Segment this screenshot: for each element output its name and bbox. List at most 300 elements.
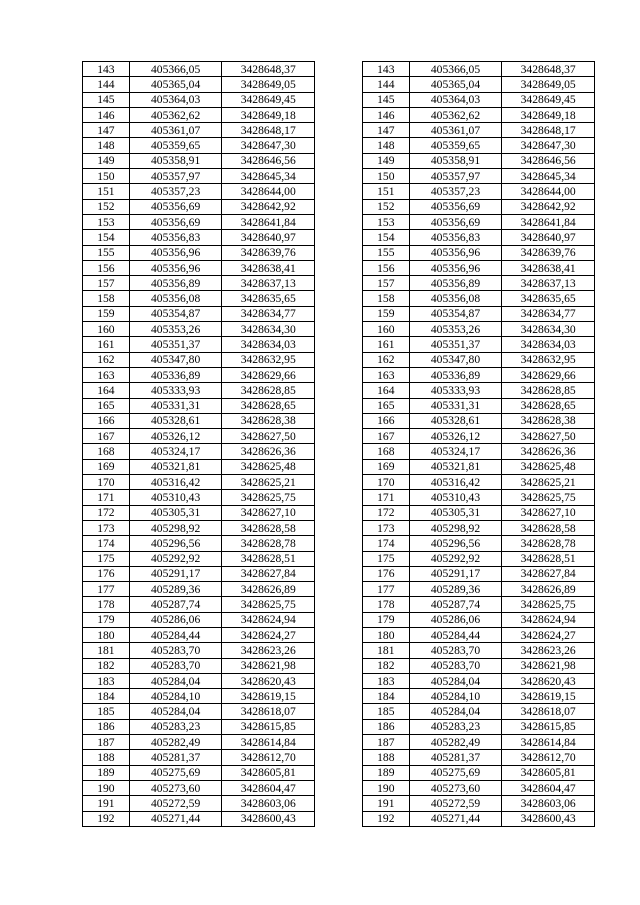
left-y-coordinate-cell: 3428604,47 xyxy=(222,780,315,795)
column-gap xyxy=(315,107,363,122)
right-y-coordinate-cell: 3428638,41 xyxy=(502,260,595,275)
column-gap xyxy=(315,643,363,658)
right-x-coordinate-cell: 405356,69 xyxy=(409,214,502,229)
right-y-coordinate-cell: 3428625,75 xyxy=(502,490,595,505)
right-y-coordinate-cell: 3428637,13 xyxy=(502,276,595,291)
right-x-coordinate-cell: 405331,31 xyxy=(409,398,502,413)
left-point-number-cell: 175 xyxy=(83,551,130,566)
left-x-coordinate-cell: 405284,04 xyxy=(129,704,222,719)
left-y-coordinate-cell: 3428621,98 xyxy=(222,658,315,673)
left-x-coordinate-cell: 405328,61 xyxy=(129,413,222,428)
right-y-coordinate-cell: 3428600,43 xyxy=(502,811,595,826)
left-point-number-cell: 159 xyxy=(83,306,130,321)
right-y-coordinate-cell: 3428615,85 xyxy=(502,719,595,734)
left-x-coordinate-cell: 405273,60 xyxy=(129,780,222,795)
left-y-coordinate-cell: 3428637,13 xyxy=(222,276,315,291)
left-y-coordinate-cell: 3428635,65 xyxy=(222,291,315,306)
right-x-coordinate-cell: 405358,91 xyxy=(409,153,502,168)
left-y-coordinate-cell: 3428600,43 xyxy=(222,811,315,826)
right-point-number-cell: 189 xyxy=(362,765,409,780)
left-x-coordinate-cell: 405354,87 xyxy=(129,306,222,321)
left-point-number-cell: 149 xyxy=(83,153,130,168)
right-x-coordinate-cell: 405357,23 xyxy=(409,184,502,199)
table-row xyxy=(83,643,595,658)
left-y-coordinate-cell: 3428638,41 xyxy=(222,260,315,275)
left-x-coordinate-cell: 405364,03 xyxy=(129,92,222,107)
left-x-coordinate-cell: 405333,93 xyxy=(129,383,222,398)
left-point-number-cell: 168 xyxy=(83,444,130,459)
left-y-coordinate-cell: 3428625,21 xyxy=(222,475,315,490)
right-y-coordinate-cell: 3428648,37 xyxy=(502,62,595,77)
right-y-coordinate-cell: 3428628,78 xyxy=(502,536,595,551)
right-x-coordinate-cell: 405271,44 xyxy=(409,811,502,826)
left-point-number-cell: 173 xyxy=(83,520,130,535)
right-y-coordinate-cell: 3428625,48 xyxy=(502,459,595,474)
right-x-coordinate-cell: 405357,97 xyxy=(409,169,502,184)
right-x-coordinate-cell: 405283,23 xyxy=(409,719,502,734)
table-row xyxy=(83,276,595,291)
left-y-coordinate-cell: 3428640,97 xyxy=(222,230,315,245)
left-y-coordinate-cell: 3428649,45 xyxy=(222,92,315,107)
left-x-coordinate-cell: 405291,17 xyxy=(129,566,222,581)
right-x-coordinate-cell: 405284,10 xyxy=(409,689,502,704)
left-y-coordinate-cell: 3428627,10 xyxy=(222,505,315,520)
left-point-number-cell: 152 xyxy=(83,199,130,214)
column-gap xyxy=(315,520,363,535)
right-y-coordinate-cell: 3428634,77 xyxy=(502,306,595,321)
right-point-number-cell: 177 xyxy=(362,582,409,597)
column-gap xyxy=(315,459,363,474)
right-point-number-cell: 145 xyxy=(362,92,409,107)
column-gap xyxy=(315,536,363,551)
column-gap xyxy=(315,582,363,597)
column-gap xyxy=(315,765,363,780)
right-y-coordinate-cell: 3428648,17 xyxy=(502,123,595,138)
right-point-number-cell: 179 xyxy=(362,612,409,627)
right-x-coordinate-cell: 405284,04 xyxy=(409,704,502,719)
table-row xyxy=(83,337,595,352)
table-row xyxy=(83,77,595,92)
column-gap xyxy=(315,169,363,184)
left-point-number-cell: 164 xyxy=(83,383,130,398)
table-row xyxy=(83,245,595,260)
column-gap xyxy=(315,811,363,826)
left-x-coordinate-cell: 405275,69 xyxy=(129,765,222,780)
right-y-coordinate-cell: 3428627,50 xyxy=(502,429,595,444)
table-row xyxy=(83,796,595,811)
right-x-coordinate-cell: 405356,96 xyxy=(409,260,502,275)
column-gap xyxy=(315,658,363,673)
left-x-coordinate-cell: 405356,69 xyxy=(129,214,222,229)
left-x-coordinate-cell: 405351,37 xyxy=(129,337,222,352)
left-point-number-cell: 169 xyxy=(83,459,130,474)
right-x-coordinate-cell: 405298,92 xyxy=(409,520,502,535)
left-y-coordinate-cell: 3428618,07 xyxy=(222,704,315,719)
left-x-coordinate-cell: 405359,65 xyxy=(129,138,222,153)
right-y-coordinate-cell: 3428626,36 xyxy=(502,444,595,459)
left-y-coordinate-cell: 3428646,56 xyxy=(222,153,315,168)
column-gap xyxy=(315,398,363,413)
right-y-coordinate-cell: 3428619,15 xyxy=(502,689,595,704)
right-point-number-cell: 165 xyxy=(362,398,409,413)
right-point-number-cell: 185 xyxy=(362,704,409,719)
table-row xyxy=(83,123,595,138)
right-y-coordinate-cell: 3428625,21 xyxy=(502,475,595,490)
left-point-number-cell: 157 xyxy=(83,276,130,291)
table-row xyxy=(83,597,595,612)
right-y-coordinate-cell: 3428629,66 xyxy=(502,367,595,382)
column-gap xyxy=(315,123,363,138)
column-gap xyxy=(315,796,363,811)
left-y-coordinate-cell: 3428632,95 xyxy=(222,352,315,367)
left-x-coordinate-cell: 405292,92 xyxy=(129,551,222,566)
left-x-coordinate-cell: 405284,44 xyxy=(129,627,222,642)
table-row xyxy=(83,230,595,245)
left-y-coordinate-cell: 3428627,50 xyxy=(222,429,315,444)
right-point-number-cell: 188 xyxy=(362,750,409,765)
right-x-coordinate-cell: 405275,69 xyxy=(409,765,502,780)
left-point-number-cell: 151 xyxy=(83,184,130,199)
right-x-coordinate-cell: 405321,81 xyxy=(409,459,502,474)
right-x-coordinate-cell: 405316,42 xyxy=(409,475,502,490)
column-gap xyxy=(315,413,363,428)
table-row xyxy=(83,260,595,275)
table-row xyxy=(83,780,595,795)
right-point-number-cell: 146 xyxy=(362,107,409,122)
column-gap xyxy=(315,184,363,199)
right-y-coordinate-cell: 3428620,43 xyxy=(502,673,595,688)
right-point-number-cell: 172 xyxy=(362,505,409,520)
left-x-coordinate-cell: 405316,42 xyxy=(129,475,222,490)
left-x-coordinate-cell: 405321,81 xyxy=(129,459,222,474)
left-point-number-cell: 180 xyxy=(83,627,130,642)
right-x-coordinate-cell: 405284,44 xyxy=(409,627,502,642)
right-y-coordinate-cell: 3428640,97 xyxy=(502,230,595,245)
left-y-coordinate-cell: 3428620,43 xyxy=(222,673,315,688)
left-point-number-cell: 167 xyxy=(83,429,130,444)
right-y-coordinate-cell: 3428634,03 xyxy=(502,337,595,352)
left-x-coordinate-cell: 405365,04 xyxy=(129,77,222,92)
right-x-coordinate-cell: 405359,65 xyxy=(409,138,502,153)
right-x-coordinate-cell: 405283,70 xyxy=(409,658,502,673)
right-y-coordinate-cell: 3428649,45 xyxy=(502,92,595,107)
table-row xyxy=(83,520,595,535)
left-x-coordinate-cell: 405298,92 xyxy=(129,520,222,535)
right-point-number-cell: 158 xyxy=(362,291,409,306)
column-gap xyxy=(315,383,363,398)
left-x-coordinate-cell: 405283,70 xyxy=(129,643,222,658)
right-y-coordinate-cell: 3428647,30 xyxy=(502,138,595,153)
column-gap xyxy=(315,337,363,352)
column-gap xyxy=(315,260,363,275)
right-point-number-cell: 152 xyxy=(362,199,409,214)
left-point-number-cell: 156 xyxy=(83,260,130,275)
column-gap xyxy=(315,429,363,444)
left-point-number-cell: 143 xyxy=(83,62,130,77)
left-point-number-cell: 171 xyxy=(83,490,130,505)
right-point-number-cell: 148 xyxy=(362,138,409,153)
right-y-coordinate-cell: 3428634,30 xyxy=(502,322,595,337)
column-gap xyxy=(315,566,363,581)
left-point-number-cell: 187 xyxy=(83,735,130,750)
left-x-coordinate-cell: 405356,69 xyxy=(129,199,222,214)
left-y-coordinate-cell: 3428605,81 xyxy=(222,765,315,780)
right-point-number-cell: 170 xyxy=(362,475,409,490)
left-point-number-cell: 155 xyxy=(83,245,130,260)
left-point-number-cell: 189 xyxy=(83,765,130,780)
right-x-coordinate-cell: 405356,08 xyxy=(409,291,502,306)
left-x-coordinate-cell: 405356,96 xyxy=(129,245,222,260)
right-point-number-cell: 176 xyxy=(362,566,409,581)
left-point-number-cell: 170 xyxy=(83,475,130,490)
right-y-coordinate-cell: 3428645,34 xyxy=(502,169,595,184)
column-gap xyxy=(315,719,363,734)
right-point-number-cell: 168 xyxy=(362,444,409,459)
left-y-coordinate-cell: 3428644,00 xyxy=(222,184,315,199)
left-point-number-cell: 160 xyxy=(83,322,130,337)
right-x-coordinate-cell: 405365,04 xyxy=(409,77,502,92)
left-point-number-cell: 148 xyxy=(83,138,130,153)
left-y-coordinate-cell: 3428626,36 xyxy=(222,444,315,459)
right-y-coordinate-cell: 3428628,65 xyxy=(502,398,595,413)
right-x-coordinate-cell: 405356,69 xyxy=(409,199,502,214)
left-point-number-cell: 145 xyxy=(83,92,130,107)
left-point-number-cell: 174 xyxy=(83,536,130,551)
left-x-coordinate-cell: 405324,17 xyxy=(129,444,222,459)
column-gap xyxy=(315,597,363,612)
left-point-number-cell: 153 xyxy=(83,214,130,229)
right-x-coordinate-cell: 405283,70 xyxy=(409,643,502,658)
right-point-number-cell: 156 xyxy=(362,260,409,275)
column-gap xyxy=(315,551,363,566)
left-point-number-cell: 161 xyxy=(83,337,130,352)
right-y-coordinate-cell: 3428627,84 xyxy=(502,566,595,581)
right-y-coordinate-cell: 3428618,07 xyxy=(502,704,595,719)
left-y-coordinate-cell: 3428623,26 xyxy=(222,643,315,658)
right-y-coordinate-cell: 3428642,92 xyxy=(502,199,595,214)
table-row xyxy=(83,413,595,428)
left-y-coordinate-cell: 3428639,76 xyxy=(222,245,315,260)
left-point-number-cell: 192 xyxy=(83,811,130,826)
table-row xyxy=(83,153,595,168)
right-y-coordinate-cell: 3428624,94 xyxy=(502,612,595,627)
column-gap xyxy=(315,612,363,627)
column-gap xyxy=(315,505,363,520)
left-x-coordinate-cell: 405347,80 xyxy=(129,352,222,367)
left-x-coordinate-cell: 405356,89 xyxy=(129,276,222,291)
left-y-coordinate-cell: 3428614,84 xyxy=(222,735,315,750)
left-y-coordinate-cell: 3428626,89 xyxy=(222,582,315,597)
left-point-number-cell: 191 xyxy=(83,796,130,811)
column-gap xyxy=(315,704,363,719)
right-point-number-cell: 166 xyxy=(362,413,409,428)
right-point-number-cell: 190 xyxy=(362,780,409,795)
right-y-coordinate-cell: 3428603,06 xyxy=(502,796,595,811)
left-x-coordinate-cell: 405284,10 xyxy=(129,689,222,704)
right-point-number-cell: 150 xyxy=(362,169,409,184)
right-x-coordinate-cell: 405361,07 xyxy=(409,123,502,138)
column-gap xyxy=(315,199,363,214)
left-y-coordinate-cell: 3428645,34 xyxy=(222,169,315,184)
right-x-coordinate-cell: 405296,56 xyxy=(409,536,502,551)
right-x-coordinate-cell: 405336,89 xyxy=(409,367,502,382)
table-row xyxy=(83,322,595,337)
left-x-coordinate-cell: 405356,83 xyxy=(129,230,222,245)
column-gap xyxy=(315,490,363,505)
left-x-coordinate-cell: 405356,96 xyxy=(129,260,222,275)
table-row xyxy=(83,750,595,765)
right-y-coordinate-cell: 3428624,27 xyxy=(502,627,595,642)
right-y-coordinate-cell: 3428614,84 xyxy=(502,735,595,750)
right-point-number-cell: 144 xyxy=(362,77,409,92)
table-row xyxy=(83,673,595,688)
column-gap xyxy=(315,214,363,229)
right-point-number-cell: 164 xyxy=(362,383,409,398)
right-point-number-cell: 173 xyxy=(362,520,409,535)
column-gap xyxy=(315,750,363,765)
column-gap xyxy=(315,245,363,260)
table-row xyxy=(83,689,595,704)
left-y-coordinate-cell: 3428647,30 xyxy=(222,138,315,153)
right-x-coordinate-cell: 405287,74 xyxy=(409,597,502,612)
left-y-coordinate-cell: 3428634,77 xyxy=(222,306,315,321)
right-point-number-cell: 149 xyxy=(362,153,409,168)
right-y-coordinate-cell: 3428628,58 xyxy=(502,520,595,535)
right-y-coordinate-cell: 3428628,38 xyxy=(502,413,595,428)
table-row xyxy=(83,612,595,627)
right-x-coordinate-cell: 405333,93 xyxy=(409,383,502,398)
left-x-coordinate-cell: 405358,91 xyxy=(129,153,222,168)
left-y-coordinate-cell: 3428628,85 xyxy=(222,383,315,398)
right-y-coordinate-cell: 3428646,56 xyxy=(502,153,595,168)
table-row xyxy=(83,92,595,107)
column-gap xyxy=(315,62,363,77)
table-row xyxy=(83,352,595,367)
left-point-number-cell: 186 xyxy=(83,719,130,734)
left-x-coordinate-cell: 405289,36 xyxy=(129,582,222,597)
left-point-number-cell: 182 xyxy=(83,658,130,673)
right-x-coordinate-cell: 405291,17 xyxy=(409,566,502,581)
table-row xyxy=(83,214,595,229)
left-y-coordinate-cell: 3428628,78 xyxy=(222,536,315,551)
column-gap xyxy=(315,276,363,291)
right-point-number-cell: 161 xyxy=(362,337,409,352)
left-y-coordinate-cell: 3428629,66 xyxy=(222,367,315,382)
left-point-number-cell: 158 xyxy=(83,291,130,306)
left-x-coordinate-cell: 405366,05 xyxy=(129,62,222,77)
left-x-coordinate-cell: 405361,07 xyxy=(129,123,222,138)
column-gap xyxy=(315,291,363,306)
table-row xyxy=(83,184,595,199)
column-gap xyxy=(315,367,363,382)
table-row xyxy=(83,475,595,490)
left-point-number-cell: 150 xyxy=(83,169,130,184)
left-point-number-cell: 178 xyxy=(83,597,130,612)
table-row xyxy=(83,735,595,750)
right-point-number-cell: 178 xyxy=(362,597,409,612)
right-y-coordinate-cell: 3428627,10 xyxy=(502,505,595,520)
right-point-number-cell: 162 xyxy=(362,352,409,367)
left-point-number-cell: 165 xyxy=(83,398,130,413)
left-x-coordinate-cell: 405283,70 xyxy=(129,658,222,673)
right-x-coordinate-cell: 405272,59 xyxy=(409,796,502,811)
left-y-coordinate-cell: 3428634,30 xyxy=(222,322,315,337)
right-x-coordinate-cell: 405351,37 xyxy=(409,337,502,352)
column-gap xyxy=(315,322,363,337)
right-point-number-cell: 181 xyxy=(362,643,409,658)
right-x-coordinate-cell: 405356,96 xyxy=(409,245,502,260)
right-point-number-cell: 191 xyxy=(362,796,409,811)
right-x-coordinate-cell: 405362,62 xyxy=(409,107,502,122)
left-y-coordinate-cell: 3428615,85 xyxy=(222,719,315,734)
left-y-coordinate-cell: 3428627,84 xyxy=(222,566,315,581)
right-y-coordinate-cell: 3428628,85 xyxy=(502,383,595,398)
table-row xyxy=(83,551,595,566)
right-x-coordinate-cell: 405310,43 xyxy=(409,490,502,505)
right-point-number-cell: 151 xyxy=(362,184,409,199)
column-gap xyxy=(315,673,363,688)
left-point-number-cell: 166 xyxy=(83,413,130,428)
table-row xyxy=(83,536,595,551)
column-gap xyxy=(315,689,363,704)
column-gap xyxy=(315,444,363,459)
left-y-coordinate-cell: 3428642,92 xyxy=(222,199,315,214)
right-x-coordinate-cell: 405366,05 xyxy=(409,62,502,77)
right-x-coordinate-cell: 405326,12 xyxy=(409,429,502,444)
left-y-coordinate-cell: 3428628,65 xyxy=(222,398,315,413)
column-gap xyxy=(315,627,363,642)
left-point-number-cell: 183 xyxy=(83,673,130,688)
table-row xyxy=(83,62,595,77)
right-point-number-cell: 155 xyxy=(362,245,409,260)
coordinate-table xyxy=(82,61,595,827)
left-y-coordinate-cell: 3428625,75 xyxy=(222,597,315,612)
right-y-coordinate-cell: 3428639,76 xyxy=(502,245,595,260)
right-point-number-cell: 187 xyxy=(362,735,409,750)
right-x-coordinate-cell: 405273,60 xyxy=(409,780,502,795)
right-point-number-cell: 147 xyxy=(362,123,409,138)
left-x-coordinate-cell: 405336,89 xyxy=(129,367,222,382)
left-y-coordinate-cell: 3428625,75 xyxy=(222,490,315,505)
left-point-number-cell: 163 xyxy=(83,367,130,382)
table-row xyxy=(83,429,595,444)
left-x-coordinate-cell: 405310,43 xyxy=(129,490,222,505)
right-y-coordinate-cell: 3428649,18 xyxy=(502,107,595,122)
left-x-coordinate-cell: 405356,08 xyxy=(129,291,222,306)
right-y-coordinate-cell: 3428644,00 xyxy=(502,184,595,199)
left-y-coordinate-cell: 3428624,94 xyxy=(222,612,315,627)
table-row xyxy=(83,582,595,597)
table-row xyxy=(83,398,595,413)
right-y-coordinate-cell: 3428623,26 xyxy=(502,643,595,658)
table-row xyxy=(83,704,595,719)
right-y-coordinate-cell: 3428612,70 xyxy=(502,750,595,765)
table-row xyxy=(83,367,595,382)
left-point-number-cell: 181 xyxy=(83,643,130,658)
right-x-coordinate-cell: 405292,92 xyxy=(409,551,502,566)
right-point-number-cell: 143 xyxy=(362,62,409,77)
left-y-coordinate-cell: 3428619,15 xyxy=(222,689,315,704)
right-y-coordinate-cell: 3428632,95 xyxy=(502,352,595,367)
right-x-coordinate-cell: 405324,17 xyxy=(409,444,502,459)
left-y-coordinate-cell: 3428649,05 xyxy=(222,77,315,92)
left-x-coordinate-cell: 405282,49 xyxy=(129,735,222,750)
right-point-number-cell: 169 xyxy=(362,459,409,474)
left-x-coordinate-cell: 405331,31 xyxy=(129,398,222,413)
right-y-coordinate-cell: 3428604,47 xyxy=(502,780,595,795)
table-row xyxy=(83,169,595,184)
column-gap xyxy=(315,138,363,153)
